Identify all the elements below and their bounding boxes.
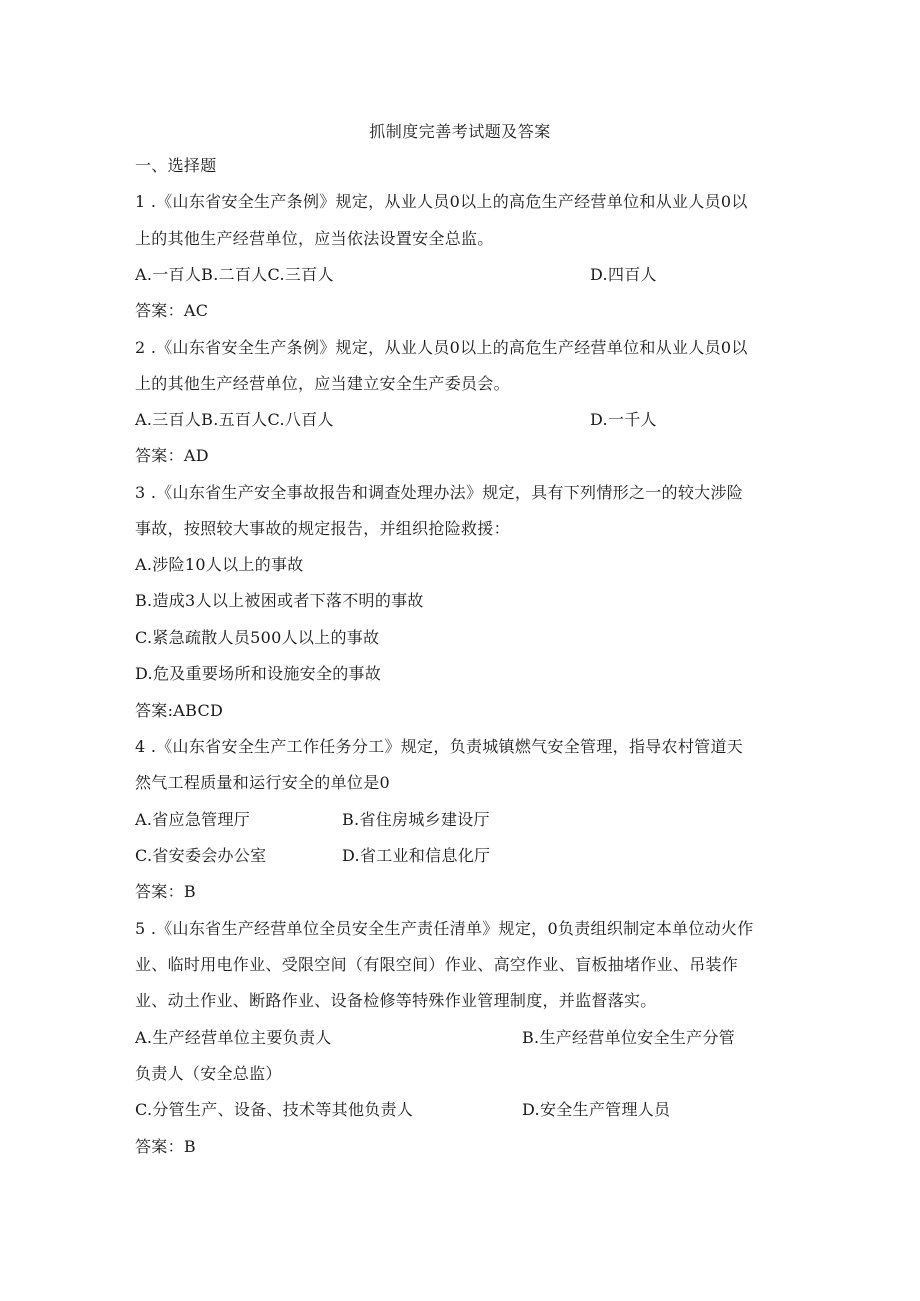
question-3-option-b: B.造成3人以上被困或者下落不明的事故 [135,591,424,610]
question-3-option-d: D.危及重要场所和设施安全的事故 [135,664,382,683]
question-5-answer: 答案：B [135,1137,196,1156]
question-4-option-d: D.省工业和信息化厅 [342,846,491,865]
question-5-line-1: 5 .《山东省生产经营单位全员安全生产责任清单》规定，0负责组织制定本单位动火作 [135,919,754,938]
question-3-option-a: A.涉险10人以上的事故 [135,555,304,574]
question-4-option-c: C.省安委会办公室 [135,846,267,865]
question-4-line-1: 4 .《山东省安全生产工作任务分工》规定，负责城镇燃气安全管理，指导农村管道天 [135,737,744,756]
question-2-line-2: 上的其他生产经营单位，应当建立安全生产委员会。 [135,374,510,393]
question-4-answer: 答案：B [135,882,196,901]
question-1-option-d: D.四百人 [590,265,657,284]
question-4-line-2: 然气工程质量和运行安全的单位是0 [135,773,390,792]
question-5-option-a: A.生产经营单位主要负责人 [135,1028,332,1047]
question-3-line-2: 事故，按照较大事故的规定报告，并组织抢险救援： [135,519,510,538]
question-4-option-b: B.省住房城乡建设厅 [342,810,490,829]
question-2-option-d: D.一千人 [590,410,657,429]
question-5-line-2: 业、临时用电作业、受限空间（有限空间）作业、高空作业、盲板抽堵作业、吊装作 [135,955,739,974]
document-title: 抓制度完善考试题及答案 [369,122,551,141]
question-1-options-abc: A.一百人B.二百人C.三百人 [135,265,334,284]
question-5-option-b: B.生产经营单位安全生产分管 [522,1028,736,1047]
section-heading: 一、选择题 [135,156,217,175]
question-3-option-c: C.紧急疏散人员500人以上的事故 [135,628,380,647]
question-1-answer: 答案：AC [135,301,209,320]
question-3-line-1: 3 .《山东省生产安全事故报告和调查处理办法》规定，具有下列情形之一的较大涉险 [135,483,744,502]
question-4-option-a: A.省应急管理厅 [135,810,251,829]
question-5-line-3: 业、动土作业、断路作业、设备检修等特殊作业管理制度，并监督落实。 [135,991,657,1010]
question-1-line-2: 上的其他生产经营单位，应当依法设置安全总监。 [135,229,494,248]
question-5-option-c: C.分管生产、设备、技术等其他负责人 [135,1100,414,1119]
question-5-option-b-wrap: 负责人（安全总监） [135,1064,282,1083]
question-2-options-abc: A.三百人B.五百人C.八百人 [135,410,334,429]
question-5-option-d: D.安全生产管理人员 [522,1100,671,1119]
question-2-line-1: 2 .《山东省安全生产条例》规定，从业人员0以上的高危生产经营单位和从业人员0以 [135,338,748,357]
question-3-answer: 答案:ABCD [135,701,224,720]
question-1-line-1: 1 .《山东省安全生产条例》规定，从业人员0以上的高危生产经营单位和从业人员0以 [135,192,748,211]
question-2-answer: 答案：AD [135,446,209,465]
